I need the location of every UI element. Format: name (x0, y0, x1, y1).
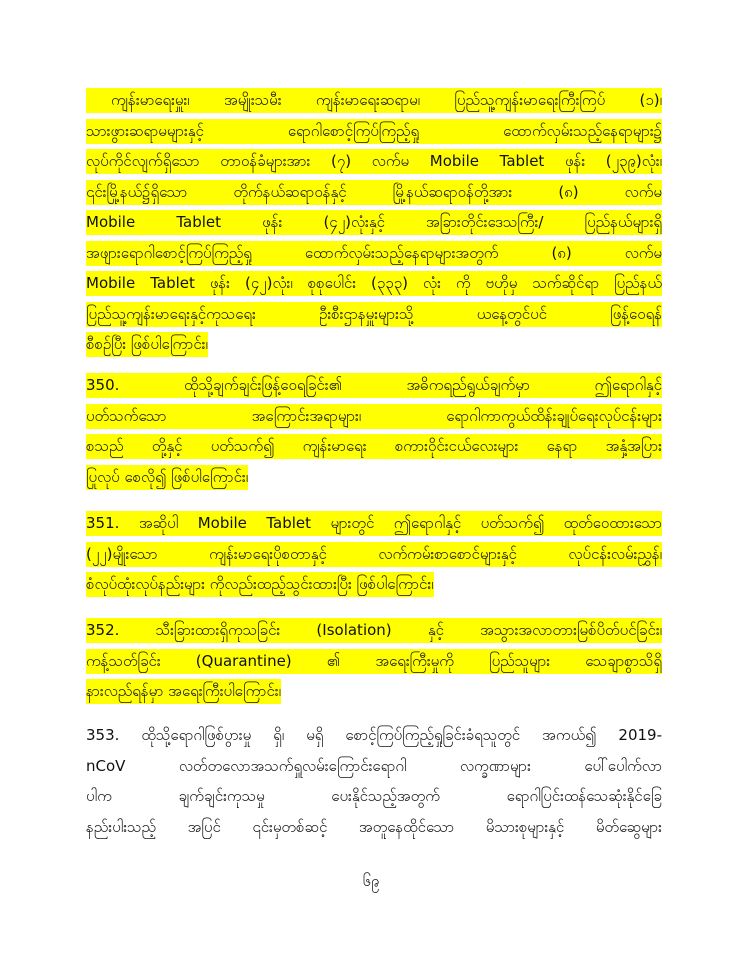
paragraph-line: Mobile Tablet ဖုန်း (၄၂)လုံး၊ စုစုပေါင်း (၃၃၃) လုံး ကို ဗဟိုမှ သက်ဆိုင်ရာ ပြည်နယ် (86, 271, 662, 296)
paragraph-352 (86, 618, 662, 715)
paragraph-line: ပါက ချက်ချင်းကုသမှု ပေးနိုင်သည့်အတွက် ရောဂါပြင်းထန်သေဆုံးနိုင်ခြေ (86, 787, 662, 805)
paragraph-line: (၂၂)မျိုးသော ကျန်းမာရေးပိုစတာနှင့် လက်ကမ်းစာစောင်များနှင့် လုပ်ငန်းလမ်းညွှန်၊ (86, 542, 662, 567)
paragraph-line: ကျန်းမာရေးမှူး၊ အမျိုးသမီး ကျန်းမာရေးဆရာမ၊ ပြည်သူ့ကျန်းမာရေးကြီးကြပ် (၁)၊ (86, 88, 662, 113)
paragraph-line: စီစဉ်ပြီး ဖြစ်ပါကြောင်း၊ (86, 332, 208, 357)
paragraph-line: စံလုပ်ထုံးလုပ်နည်းများ ကိုလည်းထည့်သွင်းထားပြီး ဖြစ်ပါကြောင်း၊ (86, 572, 434, 597)
paragraph-line: ပတ်သက်သော အကြောင်းအရာများ၊ ရောဂါကာကွယ်ထိန်းချုပ်ရေးလုပ်ငန်းများ (86, 404, 662, 429)
paragraph-line: နည်းပါးသည့် အပြင် ၎င်းမှတစ်ဆင့် အတူနေထိုင်သော မိသားစုများနှင့် မိတ်ဆွေများ (86, 817, 662, 836)
paragraph-line: စသည် တို့နှင့် ပတ်သက်၍ ကျန်းမာရေး စကားဝိုင်းငယ်လေးများ နေရာ အနှံ့အပြား (86, 434, 662, 459)
paragraph-line: လုပ်ကိုင်လျက်ရှိသော တာဝန်ခံများအား (၇) လက်မ Mobile Tablet ဖုန်း (၂၃၉)လုံး၊ (86, 149, 662, 174)
paragraph-line: 351. အဆိုပါ Mobile Tablet များတွင် ဤရောဂါနှင့် ပတ်သက်၍ ထုတ်ဝေထားသော (86, 511, 662, 536)
page-number: ၆၉ (362, 872, 380, 890)
paragraph-351 (86, 511, 662, 608)
paragraph-line: 353. ထိုသို့ရောဂါဖြစ်ပွားမှု ရှိ၊ မရှိ စောင့်ကြပ်ကြည့်ရှုခြင်းခံရသူတွင် အကယ်၍ 2019- (86, 726, 662, 744)
paragraph-350 (86, 373, 662, 500)
paragraph-line: ပြည်သူ့ကျန်းမာရေးနှင့်ကုသရေး ဦးစီးဌာနမှူးများသို့ ယနေ့တွင်ပင် ဖြန့်ဝေရန် (86, 302, 662, 327)
continuation-paragraph (86, 88, 662, 368)
paragraph-line: ကန့်သတ်ခြင်း (Quarantine) ၏ အရေးကြီးမှုကို ပြည်သူများ သေချာစွာသိရှိ (86, 649, 662, 674)
paragraph-line: အဖျားရောဂါစောင့်ကြပ်ကြည့်ရှု ထောက်လှမ်းသည့်နေရာများအတွက် (၈) လက်မ (86, 241, 662, 266)
paragraph-line: 352. သီးခြားထားရှိကုသခြင်း (Isolation) နှင့် အသွားအလာတားမြစ်ပိတ်ပင်ခြင်း၊ (86, 618, 662, 643)
paragraph-353 (86, 723, 662, 845)
paragraph-line: နားလည်ရန်မှာ အရေးကြီးပါကြောင်း၊ (86, 679, 281, 704)
paragraph-line: 350. ထိုသို့ချက်ချင်းဖြန့်ဝေရခြင်း၏ အဓိကရည်ရွယ်ချက်မှာ ဤရောဂါနှင့် (86, 373, 662, 398)
paragraph-line: သားဖွားဆရာမများနှင့် ရောဂါစောင့်ကြပ်ကြည့်ရှု ထောက်လှမ်းသည့်နေရာများ၌ (86, 119, 662, 144)
paragraph-line: ပြုလုပ် စေလို၍ ဖြစ်ပါကြောင်း၊ (86, 465, 248, 490)
paragraph-line: nCoV လတ်တလောအသက်ရှူလမ်းကြောင်းရောဂါ လက္ခဏာများ ပေါ်ပေါက်လာ (86, 756, 662, 775)
paragraph-line: ၎င်းမြို့နယ်၌ရှိသော တိုက်နယ်ဆရာဝန်နှင့် မြို့နယ်ဆရာဝန်တို့အား (၈) လက်မ (86, 180, 662, 205)
paragraph-line: Mobile Tablet ဖုန်း (၄၂)လုံးနှင့် အခြားတိုင်းဒေသကြီး/ ပြည်နယ်များရှိ (86, 210, 662, 235)
